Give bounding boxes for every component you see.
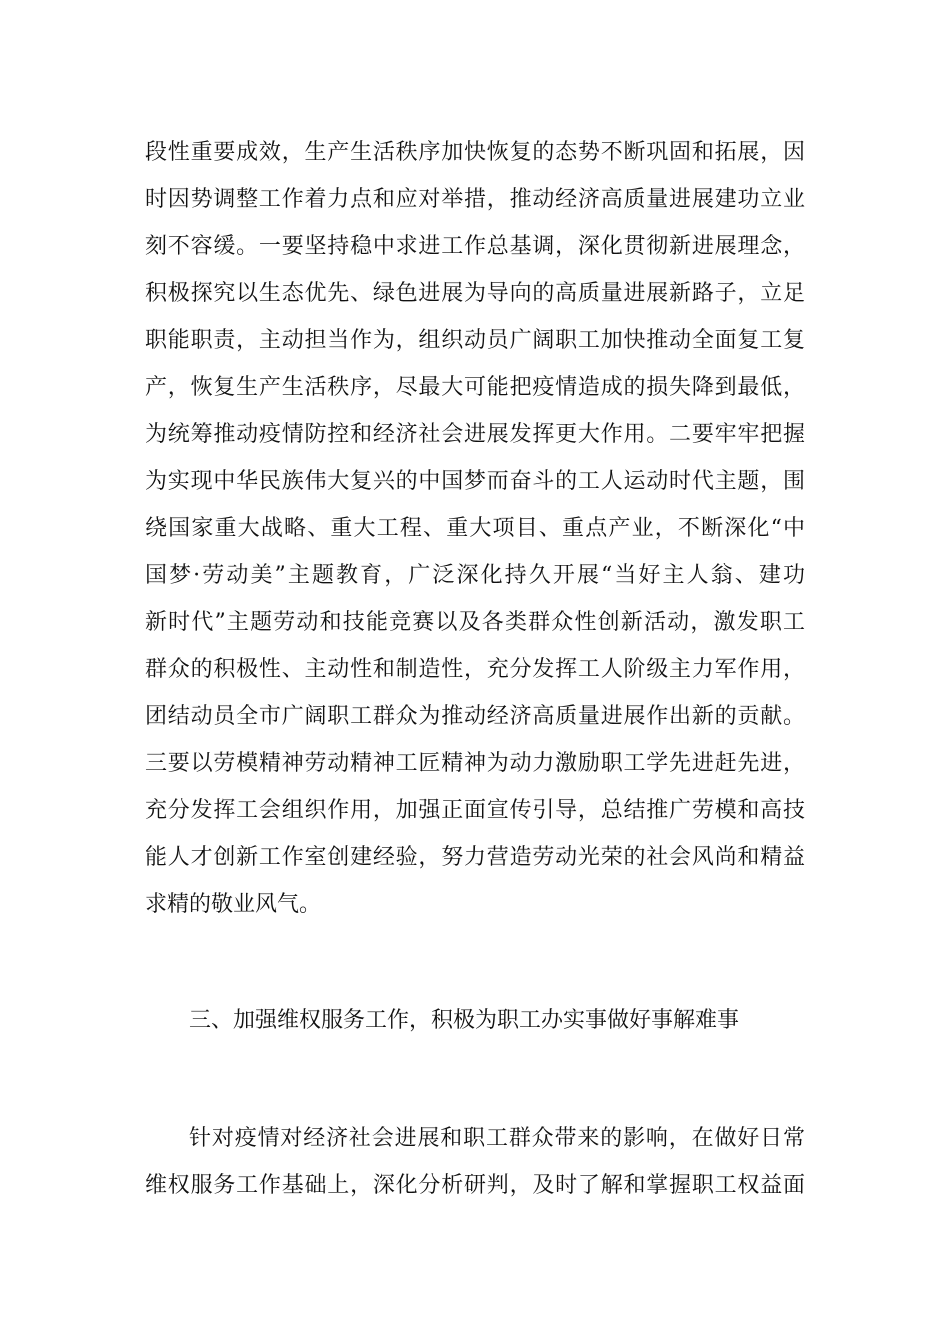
text-line: 能人才创新工作室创建经验，努力营造劳动光荣的社会风尚和精益	[145, 845, 805, 870]
text-line: 为实现中华民族伟大复兴的中国梦而奋斗的工人运动时代主题，围	[145, 469, 805, 494]
text-line: 时因势调整工作着力点和应对举措，推动经济高质量进展建功立业	[145, 187, 805, 212]
text-line: 新时代”主题劳动和技能竞赛以及各类群众性创新活动，激发职工	[145, 610, 805, 635]
text-line: 积极探究以生态优先、绿色进展为导向的高质量进展新路子，立足	[145, 281, 805, 306]
text-line: 充分发挥工会组织作用，加强正面宣传引导，总结推广劳模和高技	[145, 798, 805, 823]
text-line: 维权服务工作基础上，深化分析研判，及时了解和掌握职工权益面	[145, 1173, 805, 1198]
text-line: 为统筹推动疫情防控和经济社会进展发挥更大作用。二要牢牢把握	[145, 422, 805, 447]
text-line: 求精的敬业风气。	[145, 892, 322, 917]
text-line: 国梦·劳动美”主题教育，广泛深化持久开展“当好主人翁、建功	[145, 563, 805, 588]
text-line: 产，恢复生产生活秩序，尽最大可能把疫情造成的损失降到最低，	[145, 375, 805, 400]
section-heading: 三、加强维权服务工作，积极为职工办实事做好事解难事	[189, 1008, 740, 1033]
text-line: 针对疫情对经济社会进展和职工群众带来的影响，在做好日常	[189, 1126, 805, 1151]
text-line: 团结动员全市广阔职工群众为推动经济高质量进展作出新的贡献。	[145, 704, 805, 729]
text-line: 刻不容缓。一要坚持稳中求进工作总基调，深化贯彻新进展理念，	[145, 234, 805, 259]
text-line: 群众的积极性、主动性和制造性，充分发挥工人阶级主力军作用，	[145, 657, 805, 682]
text-line: 职能职责，主动担当作为，组织动员广阔职工加快推动全面复工复	[145, 328, 805, 353]
text-line: 三要以劳模精神劳动精神工匠精神为动力激励职工学先进赶先进，	[145, 751, 805, 776]
text-line: 段性重要成效，生产生活秩序加快恢复的态势不断巩固和拓展，因	[145, 140, 805, 165]
text-line: 绕国家重大战略、重大工程、重大项目、重点产业，不断深化“中	[145, 516, 805, 541]
